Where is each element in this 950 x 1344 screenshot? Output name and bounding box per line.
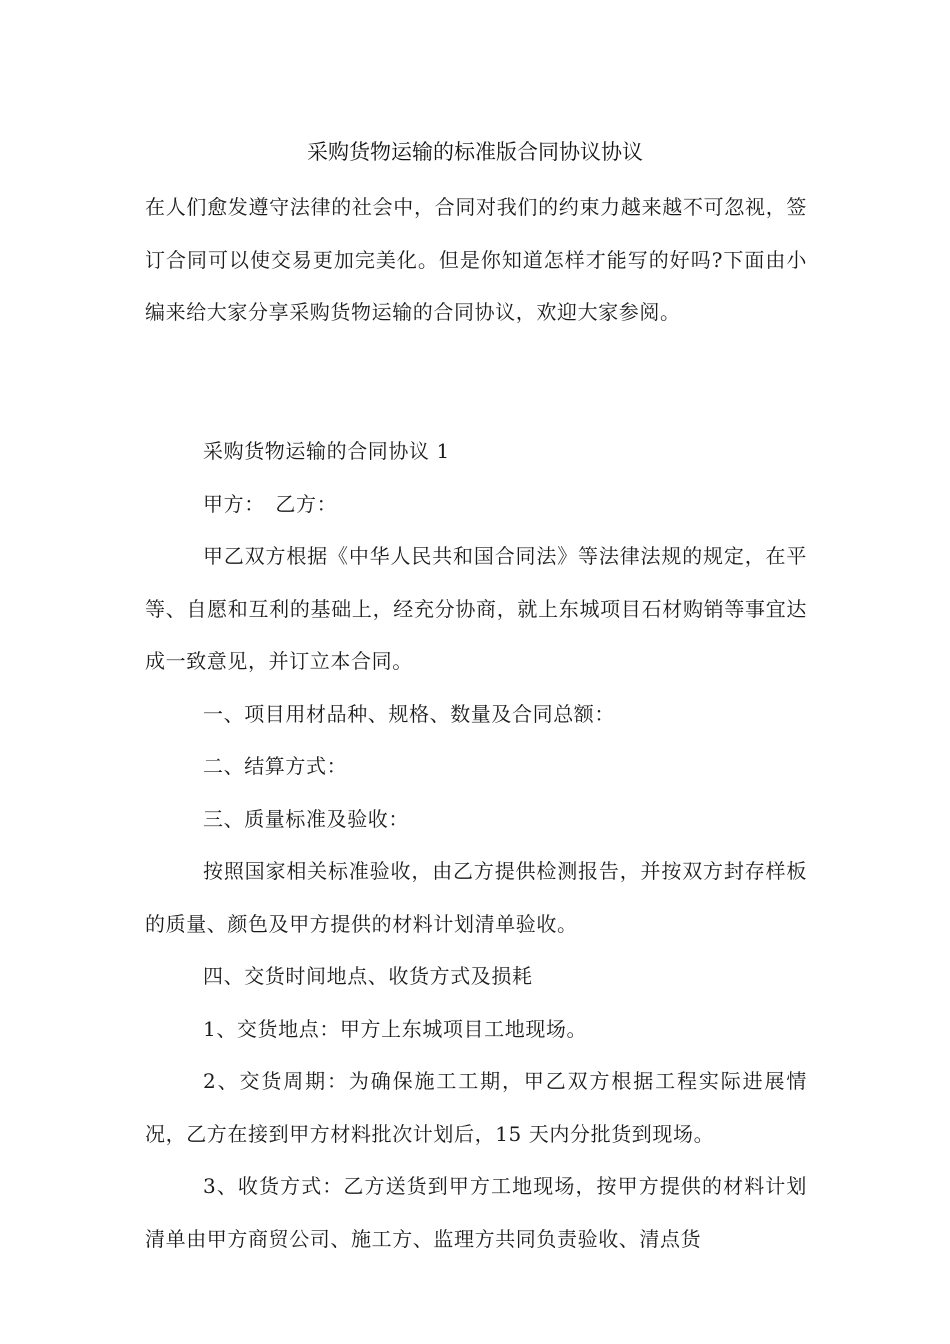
document-title: 采购货物运输的标准版合同协议协议 <box>307 140 643 164</box>
body-paragraph: 按照国家相关标准验收，由乙方提供检测报告，并按双方封存样板的质量、颜色及甲方提供的材料计划清单验收。 <box>145 859 807 936</box>
clause-heading-1: 一、项目用材品种、规格、数量及合同总额： <box>203 701 615 726</box>
list-item: 3、收货方式：乙方送货到甲方工地现场，按甲方提供的材料计划清单由甲方商贸公司、施工方、监理方共同负责验收、清点货 <box>145 1174 807 1251</box>
intro-paragraph <box>145 181 807 339</box>
clause-heading-4: 四、交货时间地点、收货方式及损耗 <box>203 964 533 988</box>
clause-heading-3: 三、质量标准及验收： <box>203 806 409 831</box>
body-paragraph: 甲乙双方根据《中华人民共和国合同法》等法律法规的规定，在平等、自愿和互利的基础上，经充分协商，就上东城项目石材购销等事宜达成一致意见，并订立本合同。 <box>145 544 807 673</box>
parties-line: 甲方： 乙方： <box>203 491 338 516</box>
intro-text: 在人们愈发遵守法律的社会中，合同对我们的约束力越来越不可忽视，签订合同可以使交易更加完美化。但是你知道怎样才能写的好吗?下面由小编来给大家分享采购货物运输的合同协议，欢迎大家参阅。 <box>145 195 807 324</box>
list-item: 1、交货地点：甲方上东城项目工地现场。 <box>203 1016 588 1041</box>
list-item: 2、交货周期：为确保施工工期，甲乙双方根据工程实际进展情况，乙方在接到甲方材料批次计划后，15 天内分批货到现场。 <box>145 1069 807 1146</box>
clause-heading-2: 二、结算方式： <box>203 754 348 778</box>
section-heading: 采购货物运输的合同协议 1 <box>203 439 450 463</box>
contract-body <box>145 425 807 1265</box>
